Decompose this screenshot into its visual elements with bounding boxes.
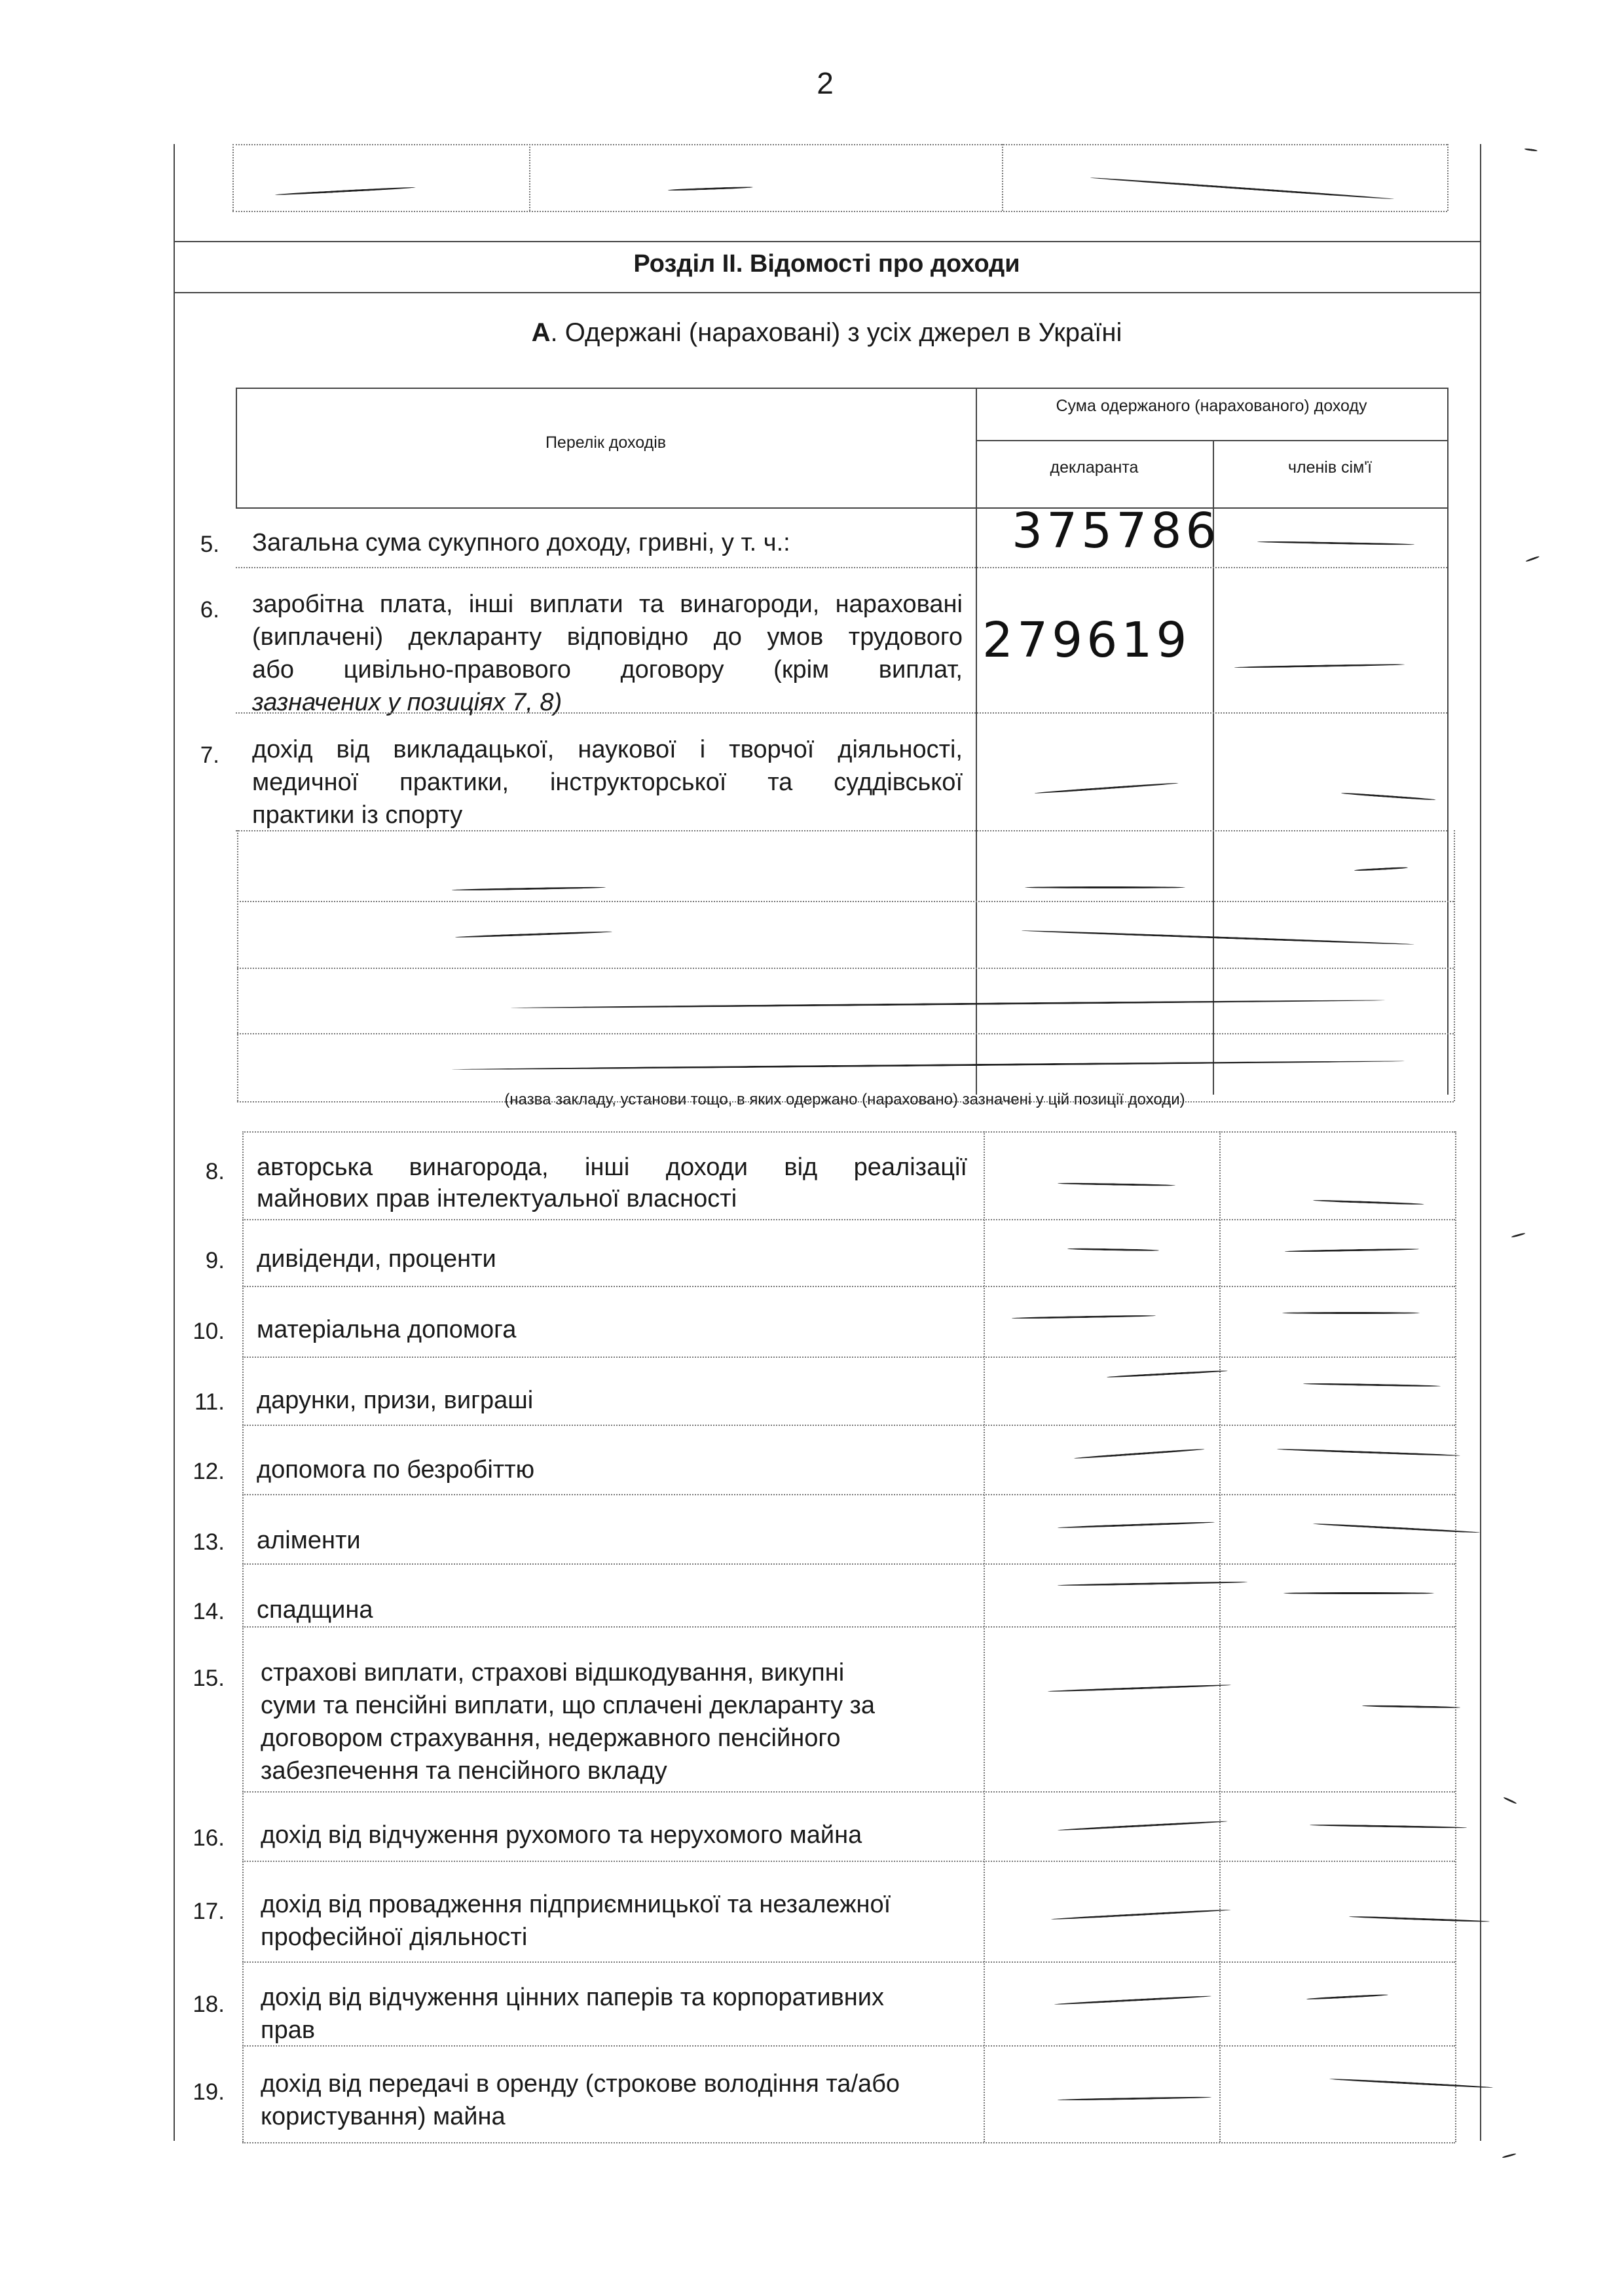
row-label: Загальна сума сукупного доходу, гривні, у т. ч.: xyxy=(252,529,790,556)
subsection-title: . Одержані (нараховані) з усіх джерел в Україні xyxy=(550,318,1122,347)
scan-mark xyxy=(1525,556,1540,562)
row-number: 14. xyxy=(193,1599,225,1624)
row-divider xyxy=(242,2142,1455,2143)
row-label: спадщина xyxy=(257,1596,373,1624)
row-label-line: прав xyxy=(261,2016,316,2044)
row-number: 18. xyxy=(193,1992,225,2017)
row-divider xyxy=(242,1286,1455,1287)
blank-dash xyxy=(668,186,753,191)
header-income-amount: Сума одержаного (нарахованого) доходу xyxy=(1056,397,1367,415)
scan-mark xyxy=(1502,2153,1517,2159)
blank-dash xyxy=(1329,2078,1493,2088)
row-label-line: дохід від відчуження цінних паперів та корпоративних xyxy=(261,1984,884,2011)
row-divider xyxy=(236,712,1447,714)
row-label-line: медичної практики, інструкторської та суддівської xyxy=(252,769,963,796)
row-divider xyxy=(242,1563,1455,1565)
row-label: дарунки, призи, виграші xyxy=(257,1387,534,1414)
blank-dash xyxy=(275,187,416,196)
blank-dash xyxy=(1282,1312,1420,1314)
table-border xyxy=(236,507,1447,509)
blank-dash xyxy=(1313,1199,1424,1205)
row-label-line: (виплачені) декларанту відповідно до умов трудового xyxy=(252,623,963,651)
row-number: 15. xyxy=(193,1666,225,1691)
table-border xyxy=(984,1131,985,2142)
row-number: 16. xyxy=(193,1825,225,1851)
row-divider xyxy=(242,1425,1455,1426)
row-divider xyxy=(242,1961,1455,1963)
blank-dash xyxy=(1025,886,1185,888)
row-number: 5. xyxy=(200,532,219,557)
blank-dash xyxy=(511,999,1385,1009)
section-title: Розділ ІІ. Відомості про доходи xyxy=(633,250,1020,278)
frame-left-border xyxy=(174,144,175,2141)
row-label-line: професійної діяльності xyxy=(261,1923,528,1951)
table-border xyxy=(1219,1131,1221,2142)
row-divider xyxy=(242,2045,1455,2047)
blank-dash xyxy=(1285,1248,1419,1252)
row-label-line: користування) майна xyxy=(261,2103,506,2130)
row-label-line: дохід від викладацької, наукової і творчої діяльності, xyxy=(252,736,963,763)
subsection-letter: А xyxy=(531,318,551,347)
subtable-border xyxy=(1454,830,1455,1101)
row-number: 13. xyxy=(193,1529,225,1555)
table-border xyxy=(236,388,1447,389)
blank-dash xyxy=(1067,1248,1159,1251)
table-border xyxy=(976,388,977,1095)
table-border xyxy=(242,1131,1455,1133)
row-divider xyxy=(242,1861,1455,1862)
row-divider xyxy=(242,1357,1455,1358)
row-label-line: дохід від провадження підприємницької та незалежної xyxy=(261,1891,891,1918)
institution-note: (назва закладу, установи тощо, в яких одержано (нараховано) зазначені у цій позиції доходи) xyxy=(504,1091,1185,1108)
row-label-line: договором страхування, недержавного пенсійного xyxy=(261,1724,841,1752)
scan-mark xyxy=(1503,1796,1517,1804)
blank-dash xyxy=(452,1060,1405,1070)
top-row-divider xyxy=(1447,144,1449,211)
scan-mark xyxy=(1524,148,1538,152)
row-number: 10. xyxy=(193,1319,225,1344)
row-label: аліменти xyxy=(257,1527,361,1554)
table-border xyxy=(976,440,1447,441)
blank-dash xyxy=(1257,541,1414,545)
row-label-line: забезпечення та пенсійного вкладу xyxy=(261,1757,667,1785)
row-label-line: зазначених у позиціях 7, 8) xyxy=(252,689,563,716)
row-number: 6. xyxy=(200,597,219,623)
row-label: дивіденди, проценти xyxy=(257,1245,496,1273)
subtable-line xyxy=(237,901,1454,902)
header-family: членів сім'ї xyxy=(1287,458,1373,477)
declarant-amount-handwritten: 279619 xyxy=(982,612,1191,668)
row-label-line: або цивільно-правового договору (крім виплат, xyxy=(252,656,963,683)
scan-mark xyxy=(1511,1232,1526,1238)
row-label-line: страхові виплати, страхові відшкодування, викупні xyxy=(261,1659,845,1686)
blank-dash xyxy=(1058,1182,1175,1186)
row-divider xyxy=(242,1494,1455,1495)
subtable-line xyxy=(237,1033,1454,1034)
subsection-heading xyxy=(174,318,1480,348)
blank-dash xyxy=(1354,867,1408,871)
row-label: дохід від відчуження рухомого та нерухомого майна xyxy=(261,1821,862,1849)
blank-dash xyxy=(1054,1995,1211,2005)
row-label-line: дохід від передачі в оренду (строкове володіння та/або xyxy=(261,2070,900,2098)
frame-right-border xyxy=(1480,144,1481,2141)
row-label-line: авторська винагорода, інші доходи від реалізації xyxy=(257,1154,967,1181)
row-number: 17. xyxy=(193,1899,225,1924)
blank-dash xyxy=(452,886,606,891)
row-number: 8. xyxy=(205,1159,225,1184)
blank-dash xyxy=(1058,1820,1228,1831)
blank-dash xyxy=(1362,1705,1460,1709)
top-row-border xyxy=(232,144,1447,145)
blank-dash xyxy=(1107,1370,1228,1378)
row-label-line: практики із спорту xyxy=(252,801,463,829)
blank-dash xyxy=(1022,930,1414,945)
blank-dash xyxy=(455,931,612,938)
header-income-list: Перелік доходів xyxy=(545,433,667,452)
blank-dash xyxy=(1090,177,1394,200)
blank-dash xyxy=(1349,1916,1490,1923)
row-divider xyxy=(242,1626,1455,1628)
header-declarant: декларанта xyxy=(1050,458,1139,477)
row-label-line: заробітна плата, інші виплати та винагороди, нараховані xyxy=(252,591,963,618)
blank-dash xyxy=(1048,1684,1231,1692)
row-divider xyxy=(242,1219,1455,1220)
blank-dash xyxy=(1234,663,1405,668)
row-divider xyxy=(236,567,1447,568)
blank-dash xyxy=(1341,792,1436,801)
top-row-divider xyxy=(529,144,530,211)
blank-dash xyxy=(1283,1592,1434,1594)
blank-dash xyxy=(1051,1909,1231,1920)
section-border xyxy=(174,241,1480,242)
row-label-line: майнових прав інтелектуальної власності xyxy=(257,1185,737,1212)
table-border xyxy=(1447,388,1449,1095)
top-row-border xyxy=(232,211,1447,212)
blank-dash xyxy=(1303,1383,1441,1387)
subtable-line xyxy=(237,968,1454,969)
blank-dash xyxy=(1058,1522,1215,1529)
row-label: матеріальна допомога xyxy=(257,1316,517,1343)
row-number: 11. xyxy=(194,1389,225,1415)
blank-dash xyxy=(1306,1994,1388,2000)
row-number: 12. xyxy=(193,1459,225,1484)
blank-dash xyxy=(1058,2096,1211,2101)
top-row-divider xyxy=(1002,144,1003,211)
subtable-border xyxy=(237,830,238,1101)
blank-dash xyxy=(1012,1315,1156,1319)
section-border xyxy=(174,292,1480,293)
blank-dash xyxy=(1277,1448,1460,1457)
page-number: 2 xyxy=(817,66,834,100)
top-row-divider xyxy=(232,144,234,211)
declarant-amount-handwritten: 375786 xyxy=(1012,503,1221,559)
row-number: 7. xyxy=(200,742,219,768)
blank-dash xyxy=(1074,1448,1205,1459)
row-label: допомога по безробіттю xyxy=(257,1456,535,1484)
table-border xyxy=(242,1131,244,2142)
row-divider xyxy=(242,1791,1455,1793)
row-divider xyxy=(236,830,1447,831)
blank-dash xyxy=(1310,1824,1467,1829)
row-label-line: суми та пенсійні виплати, що сплачені декларанту за xyxy=(261,1692,876,1719)
row-number: 19. xyxy=(193,2079,225,2105)
table-border xyxy=(1455,1131,1456,2142)
blank-dash xyxy=(1035,782,1179,794)
row-number: 9. xyxy=(205,1248,225,1273)
